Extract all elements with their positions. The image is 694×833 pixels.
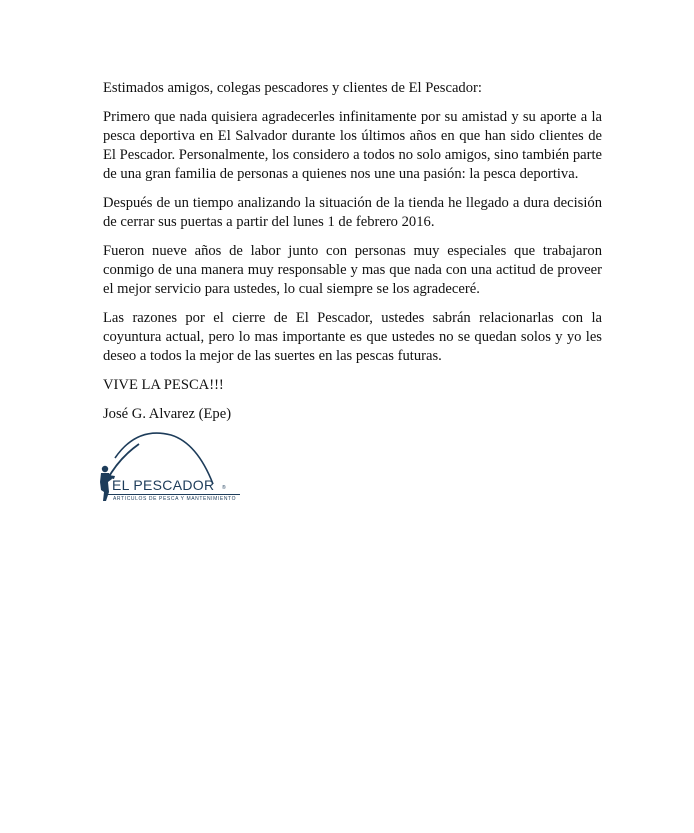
registered-mark: ® — [222, 485, 226, 491]
letter-paragraph-3: Fueron nueve años de labor junto con personas muy especiales que trabajaron conmigo de una manera muy responsable y mas que nada con una actitud de proveer el mejor servicio para ustedes, lo cual siempre se los agradeceré. — [103, 243, 602, 297]
el-pescador-logo — [99, 430, 244, 512]
logo-brand-name: EL PESCADOR — [112, 477, 215, 493]
logo-tagline: ARTICULOS DE PESCA Y MANTENIMIENTO — [113, 496, 237, 502]
letter-body — [103, 79, 602, 434]
letter-paragraph-1: Primero que nada quisiera agradecerles infinitamente por su amistad y su aporte a la pesca deportiva en El Salvador durante los últimos años en que han sido clientes de El Pescador. Personalmente, los considero a todos no solo amigos, sino también parte de una gran familia de personas a quienes nos une una pasión: la pesca deportiva. — [103, 109, 602, 182]
logo-underline — [107, 494, 240, 495]
letter-closing: VIVE LA PESCA!!! — [103, 377, 224, 393]
letter-paragraph-2: Después de un tiempo analizando la situación de la tienda he llegado a dura decisión de cerrar sus puertas a partir del lunes 1 de febrero 2016. — [103, 195, 602, 230]
letter-paragraph-4: Las razones por el cierre de El Pescador, ustedes sabrán relacionarlas con la coyuntura actual, pero lo mas importante es que ustedes no se quedan solos y yo les deseo a todos la mejor de las suertes en las pescas futuras. — [103, 310, 602, 364]
letter-greeting: Estimados amigos, colegas pescadores y clientes de El Pescador: — [103, 80, 482, 96]
letter-signature: José G. Alvarez (Epe) — [103, 406, 232, 422]
